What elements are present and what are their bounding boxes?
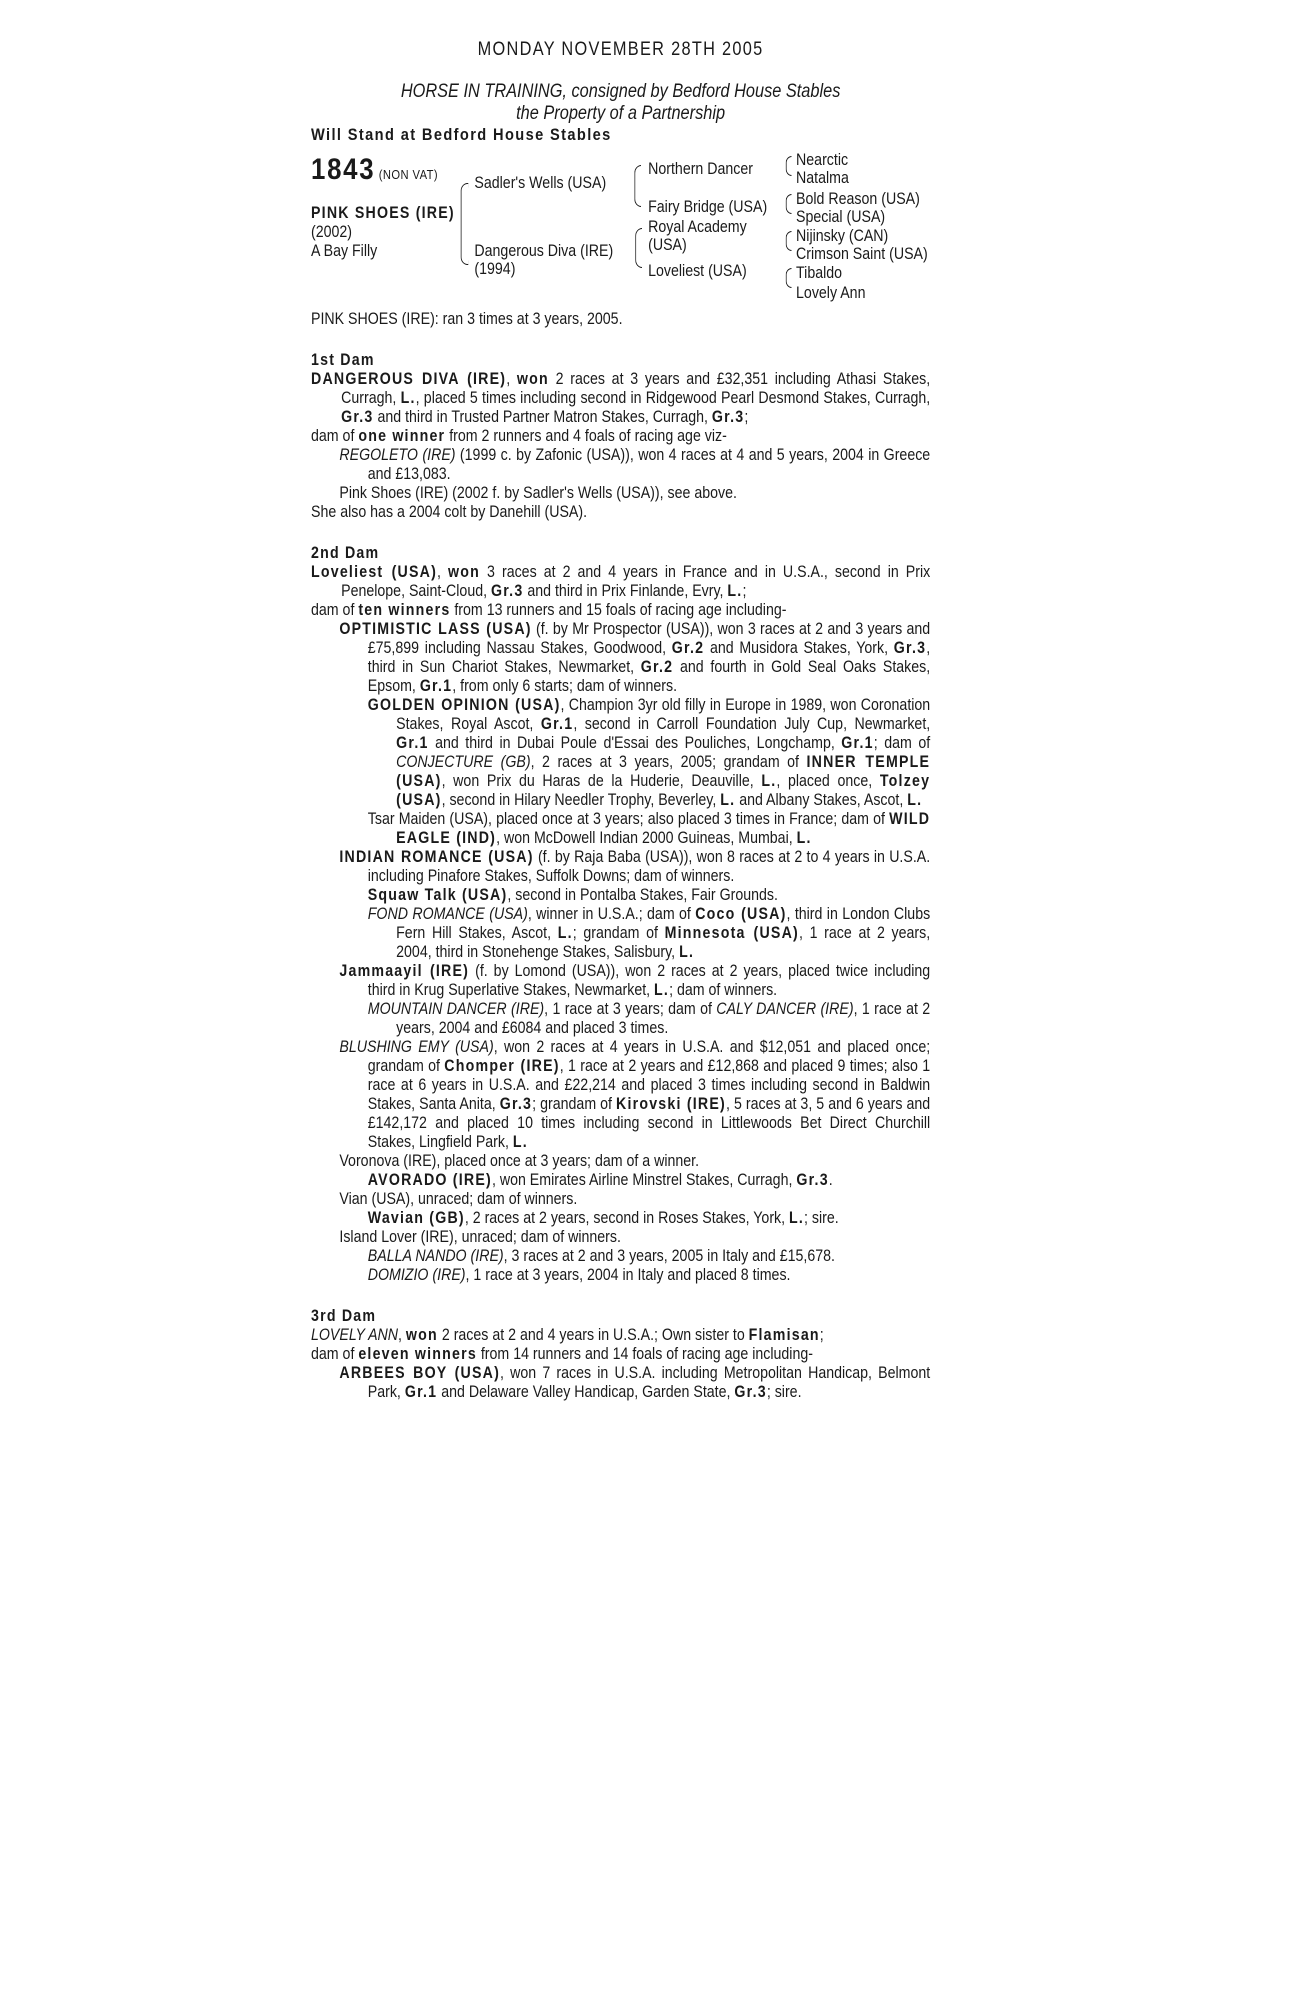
progeny-text: , second in Pontalba Stakes, Fair Grounds.	[507, 886, 778, 904]
consignment-line-1: HORSE IN TRAINING, consigned by Bedford House Stables	[400, 81, 841, 102]
progeny-text: (f. by Mr Prospector (USA)), won 3 races at 2 and 3 years and £75,899 including Nassau Stakes, Goodwood,	[367, 620, 931, 657]
third-dam-paragraph	[311, 1326, 930, 1345]
pedigree-sss: Nearctic	[796, 151, 849, 169]
progeny-text: , winner in U.S.A.; dam of	[527, 905, 696, 923]
pedigree-dam-line-1: Dangerous Diva (IRE)	[474, 242, 614, 260]
group-mark: Gr.3	[734, 1383, 767, 1401]
progeny-text: and Musidora Stakes, York,	[704, 639, 894, 657]
second-dam-name: Loveliest (USA)	[311, 563, 438, 581]
progeny-text: , 2 races at 3 years, 2005; grandam of	[530, 753, 807, 771]
progeny-text: , 1 race at 2 years, 2004, third in Stonehenge Stakes, Salisbury,	[396, 924, 931, 961]
group-mark: Gr.3	[490, 582, 524, 600]
progeny-text: , third in Sun Chariot Stakes, Newmarket,	[367, 639, 931, 676]
progeny-name: ARBEES BOY (USA)	[339, 1364, 501, 1382]
winners-count: one winner	[358, 427, 446, 445]
second-dam-heading: 2nd Dam	[311, 544, 380, 562]
progeny-text: , won Prix du Haras de la Huderie, Deauville,	[441, 772, 762, 790]
pedigree-sdd: Special (USA)	[796, 208, 886, 226]
first-dam-paragraph: DANGEROUS DIVA (IRE), won 2 races at 3 years and £32,351 including Athasi Stakes, Curragh, L., placed 5 times including second in Ridgewood Pearl Desmond Stakes, Curragh, Gr.3 and third in Trusted Partner Matron Stakes, Curragh, Gr.3;	[311, 370, 931, 426]
progeny-name: FOND ROMANCE (USA)	[367, 905, 528, 923]
listed-mark: L.	[512, 1133, 528, 1151]
progeny-name: GOLDEN OPINION (USA)	[367, 696, 561, 714]
progeny-name: INDIAN ROMANCE (USA)	[339, 848, 534, 866]
group-mark: Gr.1	[540, 715, 574, 733]
listed-mark: L.	[761, 772, 777, 790]
progeny-text: ; sire.	[766, 1383, 802, 1401]
progeny-name: Squaw Talk (USA)	[367, 886, 508, 904]
progeny-squaw-talk	[311, 886, 930, 905]
record-text: ;	[819, 1326, 824, 1344]
progeny-text: (f. by Raja Baba (USA)), won 8 races at 2 to 4 years in U.S.A. including Pinafore Stakes, Suffolk Downs; dam of winners.	[367, 848, 931, 885]
record-text: , placed 5 times including second in Ridgewood Pearl Desmond Stakes, Curragh,	[415, 389, 931, 407]
progeny-arbees-boy	[311, 1364, 930, 1402]
group-mark: Gr.1	[419, 677, 453, 695]
progeny-blushing-emy	[311, 1038, 930, 1152]
progeny-name: WILD EAGLE (IND)	[396, 810, 931, 847]
progeny-text: , 3 races at 2 and 3 years, 2005 in Italy and £15,678.	[503, 1247, 835, 1265]
progeny-jammaayil	[311, 962, 930, 1000]
pedigree-block	[311, 151, 930, 306]
won-label: won	[516, 370, 549, 388]
record-text: 2 races at 3 years and £32,351 including Athasi Stakes, Curragh,	[341, 370, 931, 407]
progeny-text: ; dam of	[873, 734, 931, 752]
bracket-sire	[634, 165, 641, 207]
second-dam-section	[311, 544, 930, 1285]
pedigree-dsd: Crimson Saint (USA)	[796, 245, 928, 263]
record-text: ;	[742, 582, 747, 600]
progeny-name: MOUNTAIN DANCER (IRE)	[367, 1000, 545, 1018]
progeny-name: BLUSHING EMY (USA)	[339, 1038, 494, 1056]
progeny-name: Flamisan	[748, 1326, 820, 1344]
third-dam-name: LOVELY ANN	[311, 1326, 399, 1344]
progeny-name: INNER TEMPLE (USA)	[396, 753, 931, 790]
group-mark: Gr.2	[671, 639, 705, 657]
third-dam-section	[311, 1307, 930, 1402]
dam-of-text: dam of	[311, 427, 359, 445]
stand-location: Will Stand at Bedford House Stables	[311, 125, 612, 144]
progeny-text: , placed once,	[776, 772, 880, 790]
bracket-ds	[786, 231, 792, 251]
progeny-text: , 2 races at 2 years, second in Roses Stakes, York,	[464, 1209, 790, 1227]
group-mark: Gr.3	[796, 1171, 829, 1189]
third-dam-heading: 3rd Dam	[311, 1307, 377, 1325]
progeny-text: , second in Carroll Foundation July Cup, Newmarket,	[573, 715, 931, 733]
group-mark: Gr.1	[396, 734, 429, 752]
bracket-dd	[786, 268, 792, 288]
pedigree-ddd: Lovely Ann	[796, 284, 866, 302]
progeny-text: ; grandam of	[532, 1095, 617, 1113]
dam-of-text: dam of	[311, 601, 359, 619]
first-dam-progeny-1	[311, 446, 930, 484]
progeny-balla-nando	[311, 1247, 930, 1266]
race-record: PINK SHOES (IRE): ran 3 times at 3 years, 2005.	[311, 310, 623, 328]
bracket-gen1	[461, 183, 469, 265]
progeny-text: , won 2 races at 4 years in U.S.A. and $12,051 and placed once; grandam of	[367, 1038, 931, 1075]
winners-count: ten winners	[358, 601, 451, 619]
first-dam-progeny-2: Pink Shoes (IRE) (2002 f. by Sadler's Wells (USA)), see above.	[339, 484, 737, 502]
lot-number-value: 1843	[311, 153, 376, 186]
progeny-name: DOMIZIO (IRE)	[367, 1266, 466, 1284]
progeny-text: (f. by Lomond (USA)), won 2 races at 2 years, placed twice including third in Krug Superlative Stakes, Newmarket,	[367, 962, 931, 999]
pedigree-dds: Tibaldo	[796, 264, 843, 282]
first-dam-produce-line	[311, 427, 930, 446]
first-dam-also: She also has a 2004 colt by Danehill (USA).	[311, 503, 588, 521]
progeny-domizio	[311, 1266, 930, 1285]
pedigree-sire: Sadler's Wells (USA)	[474, 174, 607, 192]
pedigree-sire-sire: Northern Dancer	[648, 160, 754, 178]
group-mark: Gr.3	[711, 408, 745, 426]
pedigree-dam-line-2: (1994)	[474, 260, 516, 278]
progeny-text: , Champion 3yr old filly in Europe in 1989, won Coronation Stakes, Royal Ascot,	[396, 696, 931, 733]
first-dam-name: DANGEROUS DIVA (IRE)	[311, 370, 507, 388]
bracket-sd	[786, 194, 792, 214]
progeny-name: AVORADO (IRE)	[367, 1171, 492, 1189]
progeny-name: CONJECTURE (GB)	[396, 753, 531, 771]
progeny-text: .	[828, 1171, 833, 1189]
listed-mark: L.	[727, 582, 743, 600]
lot-number	[311, 153, 439, 186]
first-dam-heading: 1st Dam	[311, 351, 375, 369]
progeny-text: ; sire.	[804, 1209, 839, 1227]
progeny-island-lover: Island Lover (IRE), unraced; dam of winners.	[339, 1228, 621, 1246]
progeny-text: and third in Dubai Poule d'Essai des Pouliches, Longchamp,	[428, 734, 842, 752]
progeny-wavian	[311, 1209, 930, 1228]
progeny-name: Jammaayil (IRE)	[339, 962, 470, 980]
listed-mark: L.	[789, 1209, 805, 1227]
progeny-name: Kirovski (IRE)	[616, 1095, 726, 1113]
first-dam-section	[311, 351, 930, 522]
progeny-text: , third in London Clubs Fern Hill Stakes, Ascot,	[396, 905, 931, 942]
record-text: 2 races at 2 and 4 years in U.S.A.; Own sister to	[437, 1326, 749, 1344]
progeny-text: ; dam of winners.	[669, 981, 778, 999]
progeny-text: , 1 race at 2 years, 2004 and £6084 and placed 3 times.	[396, 1000, 931, 1037]
listed-mark: L.	[907, 791, 923, 809]
progeny-text: , 1 race at 2 years and £12,868 and placed 9 times; also 1 race at 6 years in U.S.A. and £22,214 and placed 3 times including second in Baldwin Stakes, Santa Anita,	[367, 1057, 931, 1113]
group-mark: Gr.3	[341, 408, 374, 426]
progeny-text: , 1 race at 3 years; dam of	[544, 1000, 717, 1018]
progeny-tsar-maiden	[311, 810, 930, 848]
dam-of-text: dam of	[311, 1345, 359, 1363]
progeny-name: BALLA NANDO (IRE)	[367, 1247, 504, 1265]
progeny-text: , from only 6 starts; dam of winners.	[452, 677, 678, 695]
pedigree-sire-dam: Fairy Bridge (USA)	[648, 198, 768, 216]
group-mark: Gr.3	[893, 639, 927, 657]
progeny-text: , won McDowell Indian 2000 Guineas, Mumbai,	[496, 829, 797, 847]
listed-mark: L.	[796, 829, 812, 847]
dam-of-text: from 14 runners and 14 foals of racing age including-	[476, 1345, 813, 1363]
horse-year: (2002)	[311, 223, 353, 241]
pedigree-sds: Bold Reason (USA)	[796, 190, 920, 208]
consignment	[311, 81, 930, 125]
horse-name: PINK SHOES (IRE)	[311, 204, 455, 222]
pedigree-dam-dam: Loveliest (USA)	[648, 262, 747, 280]
catalogue-page	[311, 40, 930, 1402]
vat-status: (NON VAT)	[378, 167, 439, 182]
progeny-optimistic-lass	[311, 620, 930, 696]
progeny-text: , 5 races at 3, 5 and 6 years and £142,172 and placed 10 times including second in Littlewoods Bet Direct Churchill Stakes, Lingfield Park,	[367, 1095, 931, 1151]
listed-mark: L.	[679, 943, 695, 961]
winners-count: eleven winners	[358, 1345, 477, 1363]
progeny-text: , won 7 races in U.S.A. including Metropolitan Handicap, Belmont Park,	[367, 1364, 931, 1401]
listed-mark: L.	[557, 924, 573, 942]
record-text: ;	[744, 408, 749, 426]
progeny-name: CALY DANCER (IRE)	[716, 1000, 854, 1018]
bracket-dam	[635, 228, 642, 268]
progeny-text: (1999 c. by Zafonic (USA)), won 4 races at 4 and 5 years, 2004 in Greece and £13,083.	[367, 446, 931, 483]
progeny-name: Coco (USA)	[695, 905, 787, 923]
progeny-text: , won Emirates Airline Minstrel Stakes, Curragh,	[491, 1171, 797, 1189]
progeny-avorado	[311, 1171, 930, 1190]
group-mark: Gr.2	[640, 658, 674, 676]
progeny-name: OPTIMISTIC LASS (USA)	[339, 620, 532, 638]
progeny-fond-romance	[311, 905, 930, 962]
progeny-text: Tsar Maiden (USA), placed once at 3 years; also placed 3 times in France; dam of	[367, 810, 890, 828]
horse-description: A Bay Filly	[311, 242, 378, 260]
won-label: won	[448, 563, 481, 581]
second-dam-produce-line	[311, 601, 930, 620]
sale-date: MONDAY NOVEMBER 28TH 2005	[477, 39, 764, 60]
progeny-name: Tolzey (USA)	[396, 772, 931, 809]
dam-of-text: from 2 runners and 4 foals of racing age viz-	[445, 427, 727, 445]
listed-mark: L.	[654, 981, 670, 999]
group-mark: Gr.1	[404, 1383, 438, 1401]
progeny-text: and fourth in Gold Seal Oaks Stakes, Epsom,	[367, 658, 931, 695]
bracket-ss	[786, 156, 792, 176]
progeny-indian-romance	[311, 848, 930, 886]
group-mark: Gr.1	[841, 734, 874, 752]
record-text: and third in Prix Finlande, Evry,	[523, 582, 728, 600]
consignment-line-2: the Property of a Partnership	[516, 103, 726, 124]
progeny-name: Wavian (GB)	[367, 1209, 465, 1227]
progeny-vian: Vian (USA), unraced; dam of winners.	[339, 1190, 578, 1208]
second-dam-paragraph: Loveliest (USA), won 3 races at 2 and 4 years in France and in U.S.A., second in Prix Penelope, Saint-Cloud, Gr.3 and third in Prix Finlande, Evry, L.;	[311, 563, 931, 600]
record-text: 3 races at 2 and 4 years in France and in U.S.A., second in Prix Penelope, Saint-Cloud,	[341, 563, 931, 600]
listed-mark: L.	[720, 791, 736, 809]
dam-of-text: from 13 runners and 15 foals of racing age including-	[450, 601, 787, 619]
separator: ,	[398, 1326, 406, 1344]
progeny-text: and Albany Stakes, Ascot,	[735, 791, 908, 809]
group-mark: Gr.3	[499, 1095, 533, 1113]
progeny-text: , 1 race at 3 years, 2004 in Italy and placed 8 times.	[465, 1266, 791, 1284]
won-label: won	[405, 1326, 438, 1344]
listed-mark: L.	[400, 389, 416, 407]
progeny-name: Chomper (IRE)	[444, 1057, 560, 1075]
pedigree-dam-sire-line-1: Royal Academy	[648, 218, 747, 236]
progeny-golden-opinion	[311, 696, 930, 810]
progeny-text: ; grandam of	[572, 924, 665, 942]
progeny-text: , second in Hilary Needler Trophy, Beverley,	[441, 791, 721, 809]
progeny-name: REGOLETO (IRE)	[339, 446, 456, 464]
record-text: and third in Trusted Partner Matron Stakes, Curragh,	[373, 408, 712, 426]
progeny-name: Minnesota (USA)	[664, 924, 799, 942]
pedigree-ssd: Natalma	[796, 169, 849, 187]
pedigree-dss: Nijinsky (CAN)	[796, 227, 889, 245]
progeny-text: and Delaware Valley Handicap, Garden State,	[437, 1383, 735, 1401]
progeny-mountain-dancer	[311, 1000, 930, 1038]
pedigree-dam-sire-line-2: (USA)	[648, 236, 687, 254]
progeny-voronova: Voronova (IRE), placed once at 3 years; dam of a winner.	[339, 1152, 700, 1170]
third-dam-produce-line	[311, 1345, 930, 1364]
